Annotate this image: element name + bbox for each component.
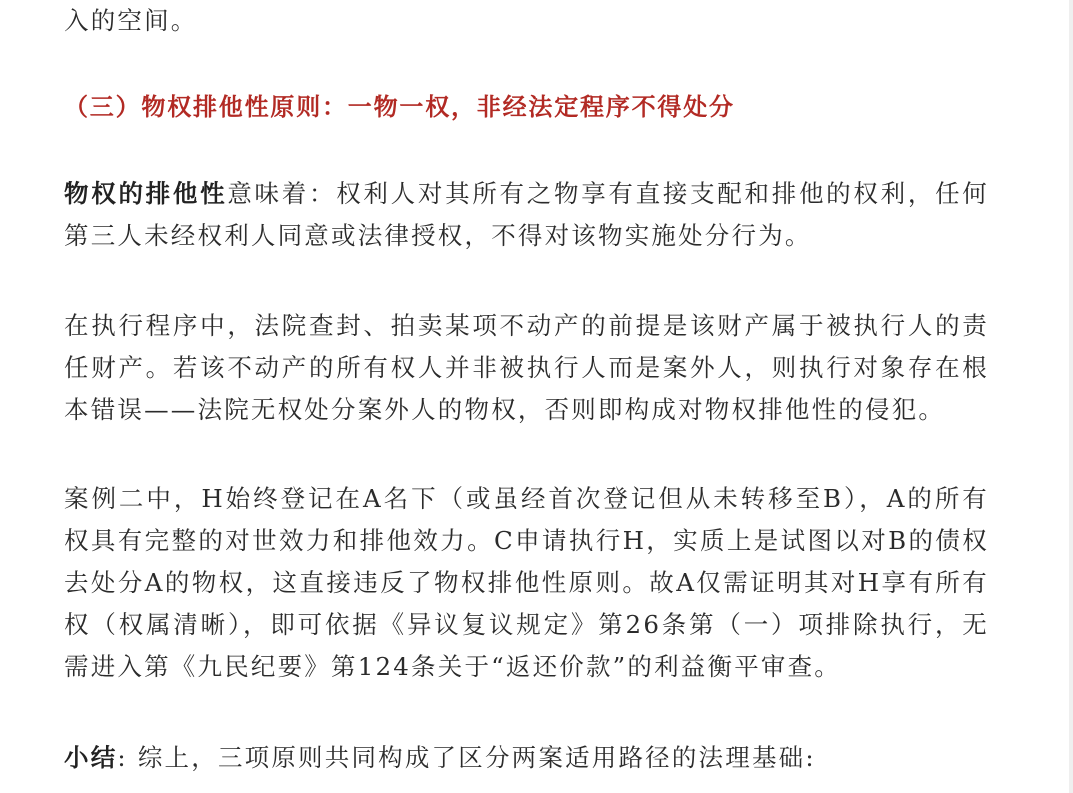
bold-term: 物权的排他性 (64, 179, 228, 208)
paragraph-text: 意味着：权利人对其所有之物享有直接支配和排他的权利，任何第三人未经权利人同意或法律授权，不得对该物实施处分行为。 (64, 179, 989, 250)
scrollbar-track[interactable] (1069, 0, 1073, 793)
paragraph-exclusivity-definition (64, 173, 989, 257)
paragraph-case-two: 案例二中，H始终登记在A名下（或虽经首次登记但从未转移至B），A的所有权具有完整的对世效力和排他效力。C申请执行H，实质上是试图以对B的债权去处分A的物权，这直接违反了物权排他性原则。故A仅需证明其对H享有所有权（权属清晰），即可依据《异议复议规定》第26条第（一）项排除执行，无需进入第《九民纪要》第124条关于“返还价款”的利益衡平审查。 (64, 484, 989, 681)
summary-label: 小结 (64, 743, 118, 772)
paragraph-fragment: 入的空间。 (64, 6, 198, 35)
paragraph-execution-procedure: 在执行程序中，法院查封、拍卖某项不动产的前提是该财产属于被执行人的责任财产。若该不动产的所有权人并非被执行人而是案外人，则执行对象存在根本错误——法院无权处分案外人的物权，否则即构成对物权排他性的侵犯。 (64, 311, 989, 424)
summary-text: : 综上，三项原则共同构成了区分两案适用路径的法理基础: (117, 743, 816, 772)
section-heading: （三）物权排他性原则：一物一权，非经法定程序不得处分 (64, 93, 735, 121)
paragraph-summary (64, 737, 989, 779)
